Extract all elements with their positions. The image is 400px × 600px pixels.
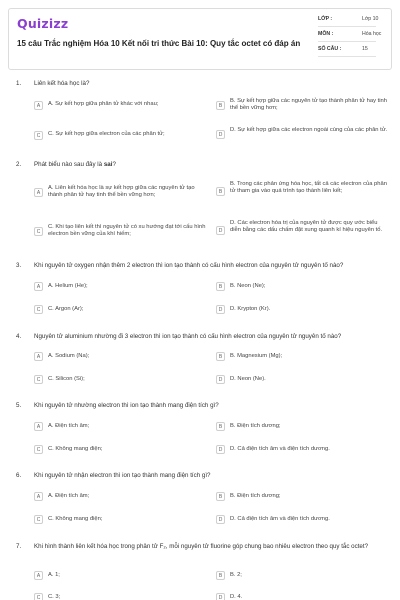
option-text: B. Neon (Ne); [230,283,266,289]
option-letter: A [34,422,43,431]
option-letter: B [216,492,225,501]
question-number: 5. [16,402,22,409]
meta-label: SỐ CÂU : [318,46,342,52]
meta-label: LỚP : [318,16,333,22]
question-number: 7. [16,543,22,550]
option-letter: A [34,188,43,197]
meta-value: Hóa học [362,31,382,37]
question-text: Khi hình thành liên kết hóa học trong phân tử F₂, mỗi nguyên tử fluorine góp chung bao nhiêu electron theo quy tắc octet? [34,543,369,550]
option-text: B. Điện tích dương; [230,423,281,429]
option-letter: C [34,227,43,236]
page-title: 15 câu Trắc nghiệm Hóa 10 Kết nối tri thức Bài 10: Quy tắc octet có đáp án [17,39,301,48]
worksheet-header [8,8,392,70]
question-text: Nguyên tử aluminium nhường đi 3 electron thì ion tạo thành có cấu hình electron của nguyên tử nguyên tố nào? [34,333,342,340]
question-number: 3. [16,262,22,269]
option-text: A. Điện tích âm; [48,423,90,429]
question-text-post: ? [112,161,116,168]
option-text: C. 3; [48,594,61,600]
question-text-emphasis: sai [103,161,113,168]
option-letter: D [216,445,225,454]
question-number: 6. [16,472,22,479]
option-text: B. Magnesium (Mg); [230,353,283,359]
option-text: D. Neon (Ne). [230,376,266,382]
option-letter: A [34,571,43,580]
option-letter: C [34,375,43,384]
question-number: 1. [16,80,22,87]
quizizz-logo: Quizizz [17,16,69,31]
meta-value: 15 [362,46,368,52]
option-letter: A [34,282,43,291]
option-text: D. Cả điện tích âm và điện tích dương. [230,516,330,522]
option-letter: B [216,571,225,580]
meta-value: Lớp 10 [362,16,379,22]
option-letter: C [34,305,43,314]
question-text [34,161,384,169]
option-text: A. 1; [48,572,60,578]
option-text: D. Cả điện tích âm và điện tích dương. [230,446,330,452]
option-text: D. 4. [230,594,243,600]
option-text: B. Sự kết hợp giữa các nguyên tử tạo thành phân tử hay tinh thể bền vững hơn; [230,98,387,112]
option-letter: B [216,101,225,110]
option-text: B. Điện tích dương; [230,493,281,499]
option-letter: A [34,352,43,361]
question-text: Khi nguyên tử nhường electron thì ion tạo thành mang điện tích gì? [34,402,219,409]
option-letter: A [34,492,43,501]
option-letter: D [216,226,225,235]
option-letter: D [216,305,225,314]
option-letter: C [34,131,43,140]
option-text: C. Khi tạo liên kết thì nguyên tử có xu hướng đạt tới cấu hình electron bền vững của khí hiếm; [48,224,206,238]
divider [318,41,376,42]
option-text: C. Không mang điện; [48,446,103,452]
question-text: Liên kết hóa học là? [34,80,90,87]
meta-label: MÔN : [318,31,334,37]
option-letter: C [34,593,43,600]
option-letter: D [216,375,225,384]
option-letter: B [216,282,225,291]
option-text: A. Sodium (Na); [48,353,90,359]
option-text: C. Sự kết hợp giữa electron của các phân tử; [48,131,165,137]
option-text: A. Helium (He); [48,283,88,289]
option-letter: A [34,101,43,110]
option-letter: D [216,593,225,600]
option-letter: C [34,515,43,524]
option-text: B. 2; [230,572,242,578]
question-text: Khi nguyên tử oxygen nhận thêm 2 electron thì ion tạo thành có cấu hình electron của nguyên tử nguyên tố nào? [34,262,344,269]
option-letter: D [216,515,225,524]
option-text: D. Krypton (Kr). [230,306,271,312]
option-text: C. Silicon (Si); [48,376,85,382]
option-text: A. Liên kết hóa học là sự kết hợp giữa các nguyên tử tạo thành phân tử hay tinh thể bền vững hơn; [48,185,195,199]
option-text: C. Không mang điện; [48,516,103,522]
option-text: B. Trong các phản ứng hóa học, tất cả các electron của phân tử tham gia vào quá trình tạo thành liên kết; [230,181,387,195]
question-number: 4. [16,333,22,340]
option-text: D. Sự kết hợp giữa các electron ngoài cùng của các phân tử. [230,127,388,133]
divider [318,56,376,57]
option-text: D. Các electron hóa trị của nguyên tử được quy ước biểu diễn bằng các dấu chấm đặt xung quanh kí hiệu nguyên tố. [230,220,383,234]
option-text: A. Sự kết hợp giữa phân tử khác với nhau; [48,101,159,107]
option-letter: C [34,445,43,454]
option-letter: B [216,422,225,431]
question-text: Khi nguyên tử nhận electron thì ion tạo thành mang điện tích gì? [34,472,211,479]
option-letter: D [216,130,225,139]
option-text: C. Argon (Ar); [48,306,84,312]
question-text-pre: Phát biểu nào sau đây là [34,161,104,168]
option-text: A. Điện tích âm; [48,493,90,499]
question-number: 2. [16,161,22,168]
option-letter: B [216,187,225,196]
option-letter: B [216,352,225,361]
divider [318,26,376,27]
